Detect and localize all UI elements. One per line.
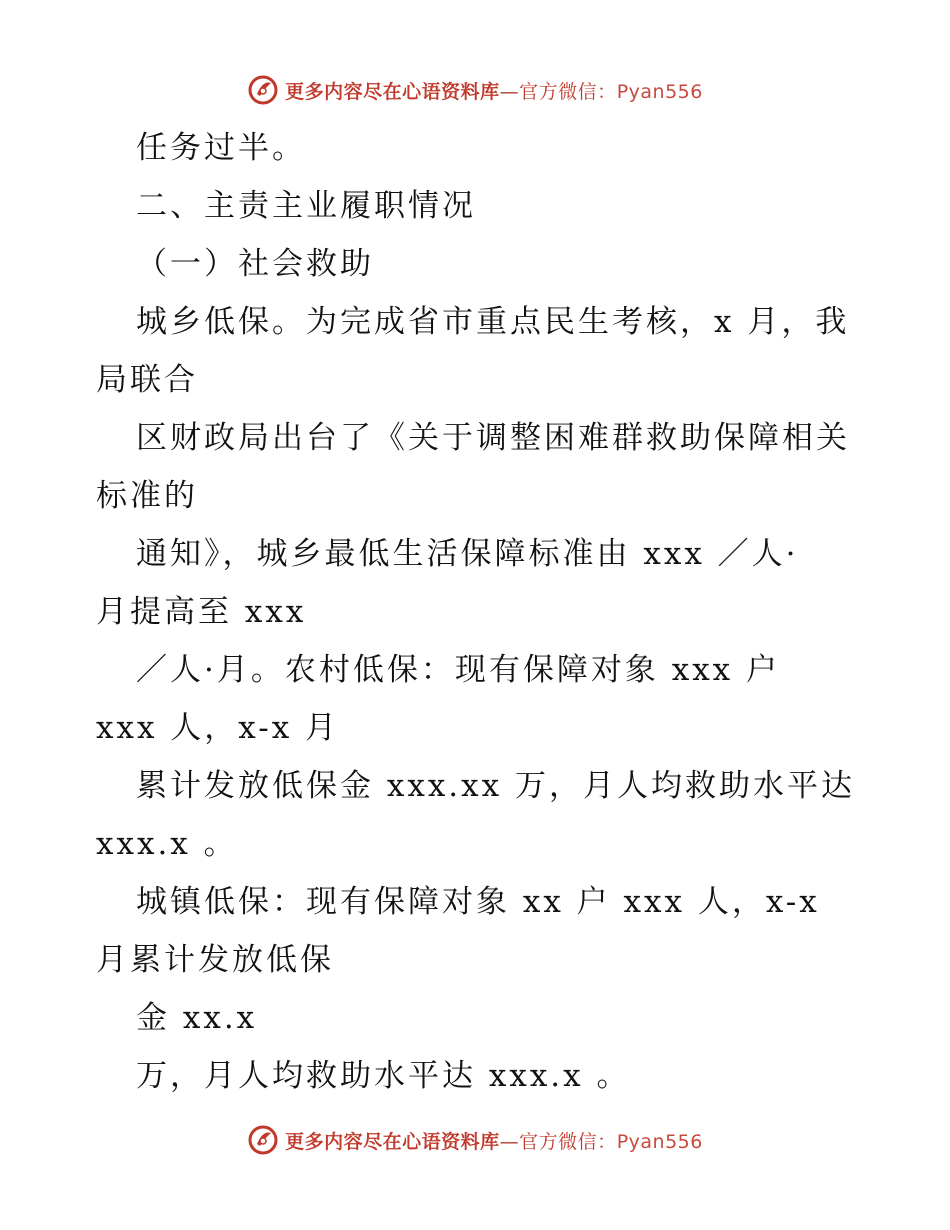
paragraph-line: 通知》，城乡最低生活保障标准由 xxx ／人· bbox=[136, 536, 799, 572]
header-banner bbox=[0, 70, 950, 110]
banner-dash: — bbox=[499, 1130, 520, 1153]
banner-account: Pyan556 bbox=[616, 80, 703, 103]
subsection-heading: （一）社会救助 bbox=[136, 246, 374, 282]
banner-text bbox=[285, 77, 703, 104]
paragraph-line: 金 xx.x bbox=[136, 1000, 258, 1036]
paragraph-line: xxx 人，x-x 月 bbox=[96, 710, 340, 746]
banner-title: 更多内容尽在心语资料库 bbox=[285, 80, 500, 103]
paragraph-line: 累计发放低保金 xxx.xx 万，月人均救助水平达 bbox=[136, 768, 855, 804]
banner-title: 更多内容尽在心语资料库 bbox=[285, 1130, 500, 1153]
brand-logo-icon bbox=[247, 1124, 279, 1156]
banner-wechat-label: 官方微信： bbox=[519, 80, 617, 103]
paragraph-line: 万，月人均救助水平达 xxx.x 。 bbox=[136, 1058, 631, 1094]
banner-account: Pyan556 bbox=[616, 1130, 703, 1153]
banner-dash: — bbox=[499, 80, 520, 103]
banner-text bbox=[285, 1127, 703, 1154]
paragraph-line: 城镇低保：现有保障对象 xx 户 xxx 人，x-x bbox=[136, 884, 820, 920]
paragraph-line: 局联合 bbox=[96, 362, 198, 398]
paragraph-line: 城乡低保。为完成省市重点民生考核，x 月，我 bbox=[136, 304, 850, 340]
section-heading: 二、主责主业履职情况 bbox=[136, 188, 476, 224]
paragraph-line: 任务过半。 bbox=[136, 130, 306, 166]
paragraph-line: ／人·月。农村低保：现有保障对象 xxx 户 bbox=[136, 652, 781, 688]
footer-banner bbox=[0, 1120, 950, 1160]
banner-wechat-label: 官方微信： bbox=[519, 1130, 617, 1153]
paragraph-line: xxx.x 。 bbox=[96, 826, 238, 862]
paragraph-line: 月提高至 xxx bbox=[96, 594, 307, 630]
paragraph-line: 区财政局出台了《关于调整困难群救助保障相关 bbox=[136, 420, 850, 456]
paragraph-line: 标准的 bbox=[96, 478, 198, 514]
brand-logo-icon bbox=[247, 74, 279, 106]
paragraph-line: 月累计发放低保 bbox=[96, 942, 334, 978]
